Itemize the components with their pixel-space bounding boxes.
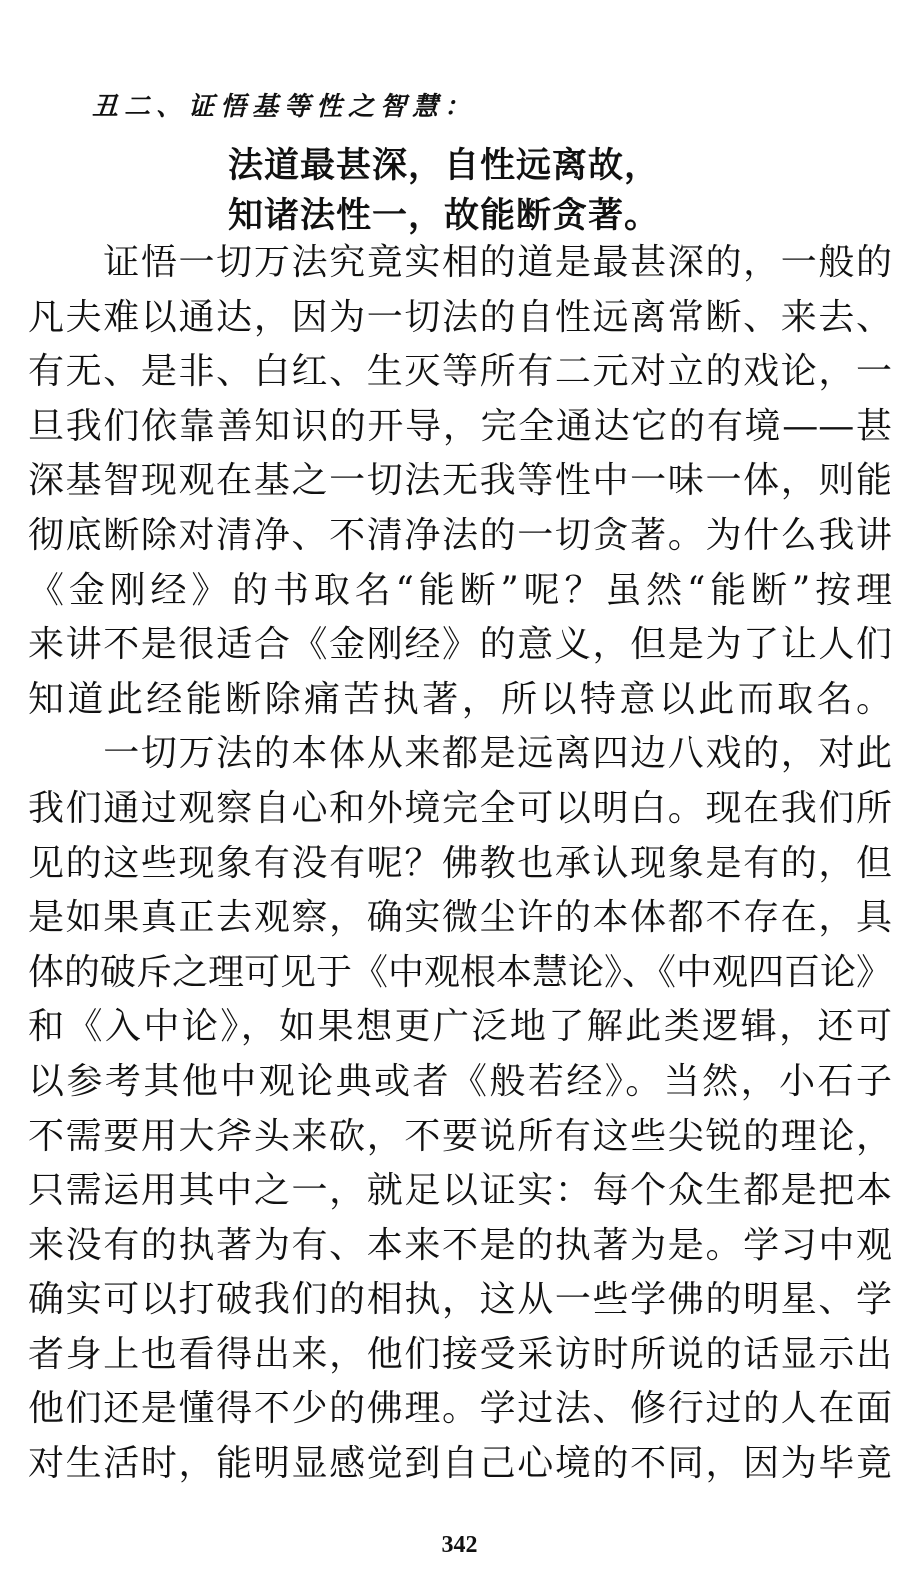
text-line: 是如果真正去观察，确实微尘许的本体都不存在，具 xyxy=(28,897,892,939)
text-line: 对生活时，能明显感觉到自己心境的不同，因为毕竟 xyxy=(28,1443,892,1485)
section-heading: 丑二、证悟基等性之智慧： xyxy=(92,92,477,122)
text-line: 不需要用大斧头来砍，不要说所有这些尖锐的理论， xyxy=(28,1115,892,1157)
text-line: 见的这些现象有没有呢？佛教也承认现象是有的，但 xyxy=(28,842,892,884)
verse-line-2: 知诸法性一，故能断贪著。 xyxy=(228,196,661,236)
text-line: 凡夫难以通达，因为一切法的自性远离常断、来去、 xyxy=(28,296,892,338)
text-line: 我们通过观察自心和外境完全可以明白。现在我们所 xyxy=(28,787,892,829)
text-line: 确实可以打破我们的相执，这从一些学佛的明星、学 xyxy=(28,1279,892,1321)
text-line: 有无、是非、白红、生灭等所有二元对立的戏论，一 xyxy=(28,351,892,393)
text-line: 证悟一切万法究竟实相的道是最甚深的，一般的 xyxy=(28,242,892,283)
text-line: 他们还是懂得不少的佛理。学过法、修行过的人在面 xyxy=(28,1388,892,1430)
text-line: 《金刚经》的书取名“能断”呢？虽然“能断”按理 xyxy=(28,569,892,611)
text-line: 一切万法的本体从来都是远离四边八戏的，对此 xyxy=(28,733,892,775)
text-line: 以参考其他中观论典或者《般若经》。当然，小石子 xyxy=(28,1060,892,1102)
page-number: 342 xyxy=(441,1532,478,1558)
verse-line-1: 法道最甚深，自性远离故， xyxy=(228,146,661,186)
commentary-text xyxy=(28,236,892,1492)
text-line: 和《入中论》，如果想更广泛地了解此类逻辑，还可 xyxy=(28,1006,892,1048)
text-line: 者身上也看得出来，他们接受采访时所说的话显示出 xyxy=(28,1333,892,1375)
text-line: 只需运用其中之一，就足以证实：每个众生都是把本 xyxy=(28,1170,892,1212)
text-line: 知道此经能断除痛苦执著，所以特意以此而取名。 xyxy=(28,678,892,720)
text-line: 来讲不是很适合《金刚经》的意义，但是为了让人们 xyxy=(28,624,892,666)
text-line: 来没有的执著为有、本来不是的执著为是。学习中观 xyxy=(28,1224,892,1266)
text-line: 彻底断除对清净、不清净法的一切贪著。为什么我讲 xyxy=(28,514,892,556)
text-line: 体的破斥之理可见于《中观根本慧论》、《中观四百论》 xyxy=(28,951,892,993)
text-line: 旦我们依靠善知识的开导，完全通达它的有境——甚 xyxy=(28,405,892,447)
text-line: 深基智现观在基之一切法无我等性中一味一体，则能 xyxy=(28,460,892,502)
